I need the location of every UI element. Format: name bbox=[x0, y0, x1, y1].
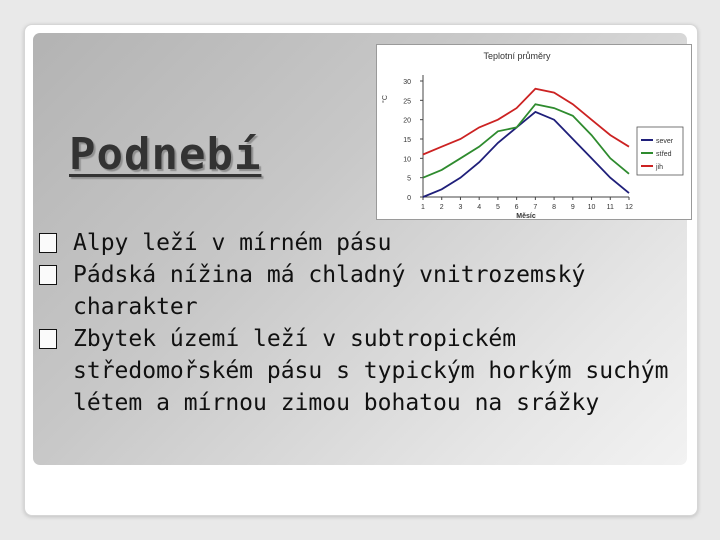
slide-title: Podnebí bbox=[69, 129, 262, 180]
content-panel bbox=[33, 33, 687, 465]
chart-svg bbox=[377, 45, 691, 219]
x-tick-label: 11 bbox=[606, 204, 614, 211]
bullet-text: Alpy leží v mírném pásu bbox=[73, 230, 392, 256]
x-tick-label: 1 bbox=[421, 204, 425, 211]
bullet-text: Pádská nížina má chladný vnitrozemský charakter bbox=[73, 262, 586, 320]
x-tick-label: 3 bbox=[458, 204, 463, 211]
x-axis-label: Měsíc bbox=[516, 213, 536, 219]
x-tick-label: 10 bbox=[587, 204, 596, 211]
bullet-item bbox=[39, 323, 679, 419]
bullet-item bbox=[39, 259, 679, 323]
bullet-box-icon bbox=[39, 265, 57, 285]
bullet-box-icon bbox=[39, 329, 57, 349]
y-tick-label: 0 bbox=[407, 195, 411, 202]
x-tick-label: 6 bbox=[514, 204, 519, 211]
bullet-text: Zbytek území leží v subtropickém středomořském pásu s typickým horkým suchým létem a mírnou zimou bohatou na srážky bbox=[73, 326, 669, 416]
y-tick-label: 15 bbox=[403, 137, 411, 144]
legend-label: sever bbox=[656, 138, 674, 145]
x-tick-label: 4 bbox=[477, 204, 482, 211]
slide bbox=[24, 24, 698, 516]
x-tick-label: 8 bbox=[552, 204, 557, 211]
bullet-box-icon bbox=[39, 233, 57, 253]
x-tick-label: 2 bbox=[439, 204, 444, 211]
bullet-list bbox=[39, 227, 679, 419]
x-tick-label: 7 bbox=[533, 204, 538, 211]
x-tick-label: 9 bbox=[570, 204, 575, 211]
temperature-chart bbox=[376, 44, 692, 220]
y-axis-label: °C bbox=[382, 95, 389, 103]
x-tick-label: 12 bbox=[625, 204, 633, 211]
legend-label: střed bbox=[656, 151, 672, 158]
chart-title: Teplotní průměry bbox=[483, 51, 551, 61]
legend-label: jih bbox=[656, 164, 664, 171]
x-tick-label: 5 bbox=[495, 204, 500, 211]
y-tick-label: 25 bbox=[403, 98, 411, 106]
y-tick-label: 20 bbox=[403, 117, 411, 125]
bullet-item bbox=[39, 227, 679, 259]
y-tick-label: 30 bbox=[403, 79, 411, 86]
y-tick-label: 10 bbox=[403, 156, 411, 164]
y-tick-label: 5 bbox=[407, 175, 411, 183]
